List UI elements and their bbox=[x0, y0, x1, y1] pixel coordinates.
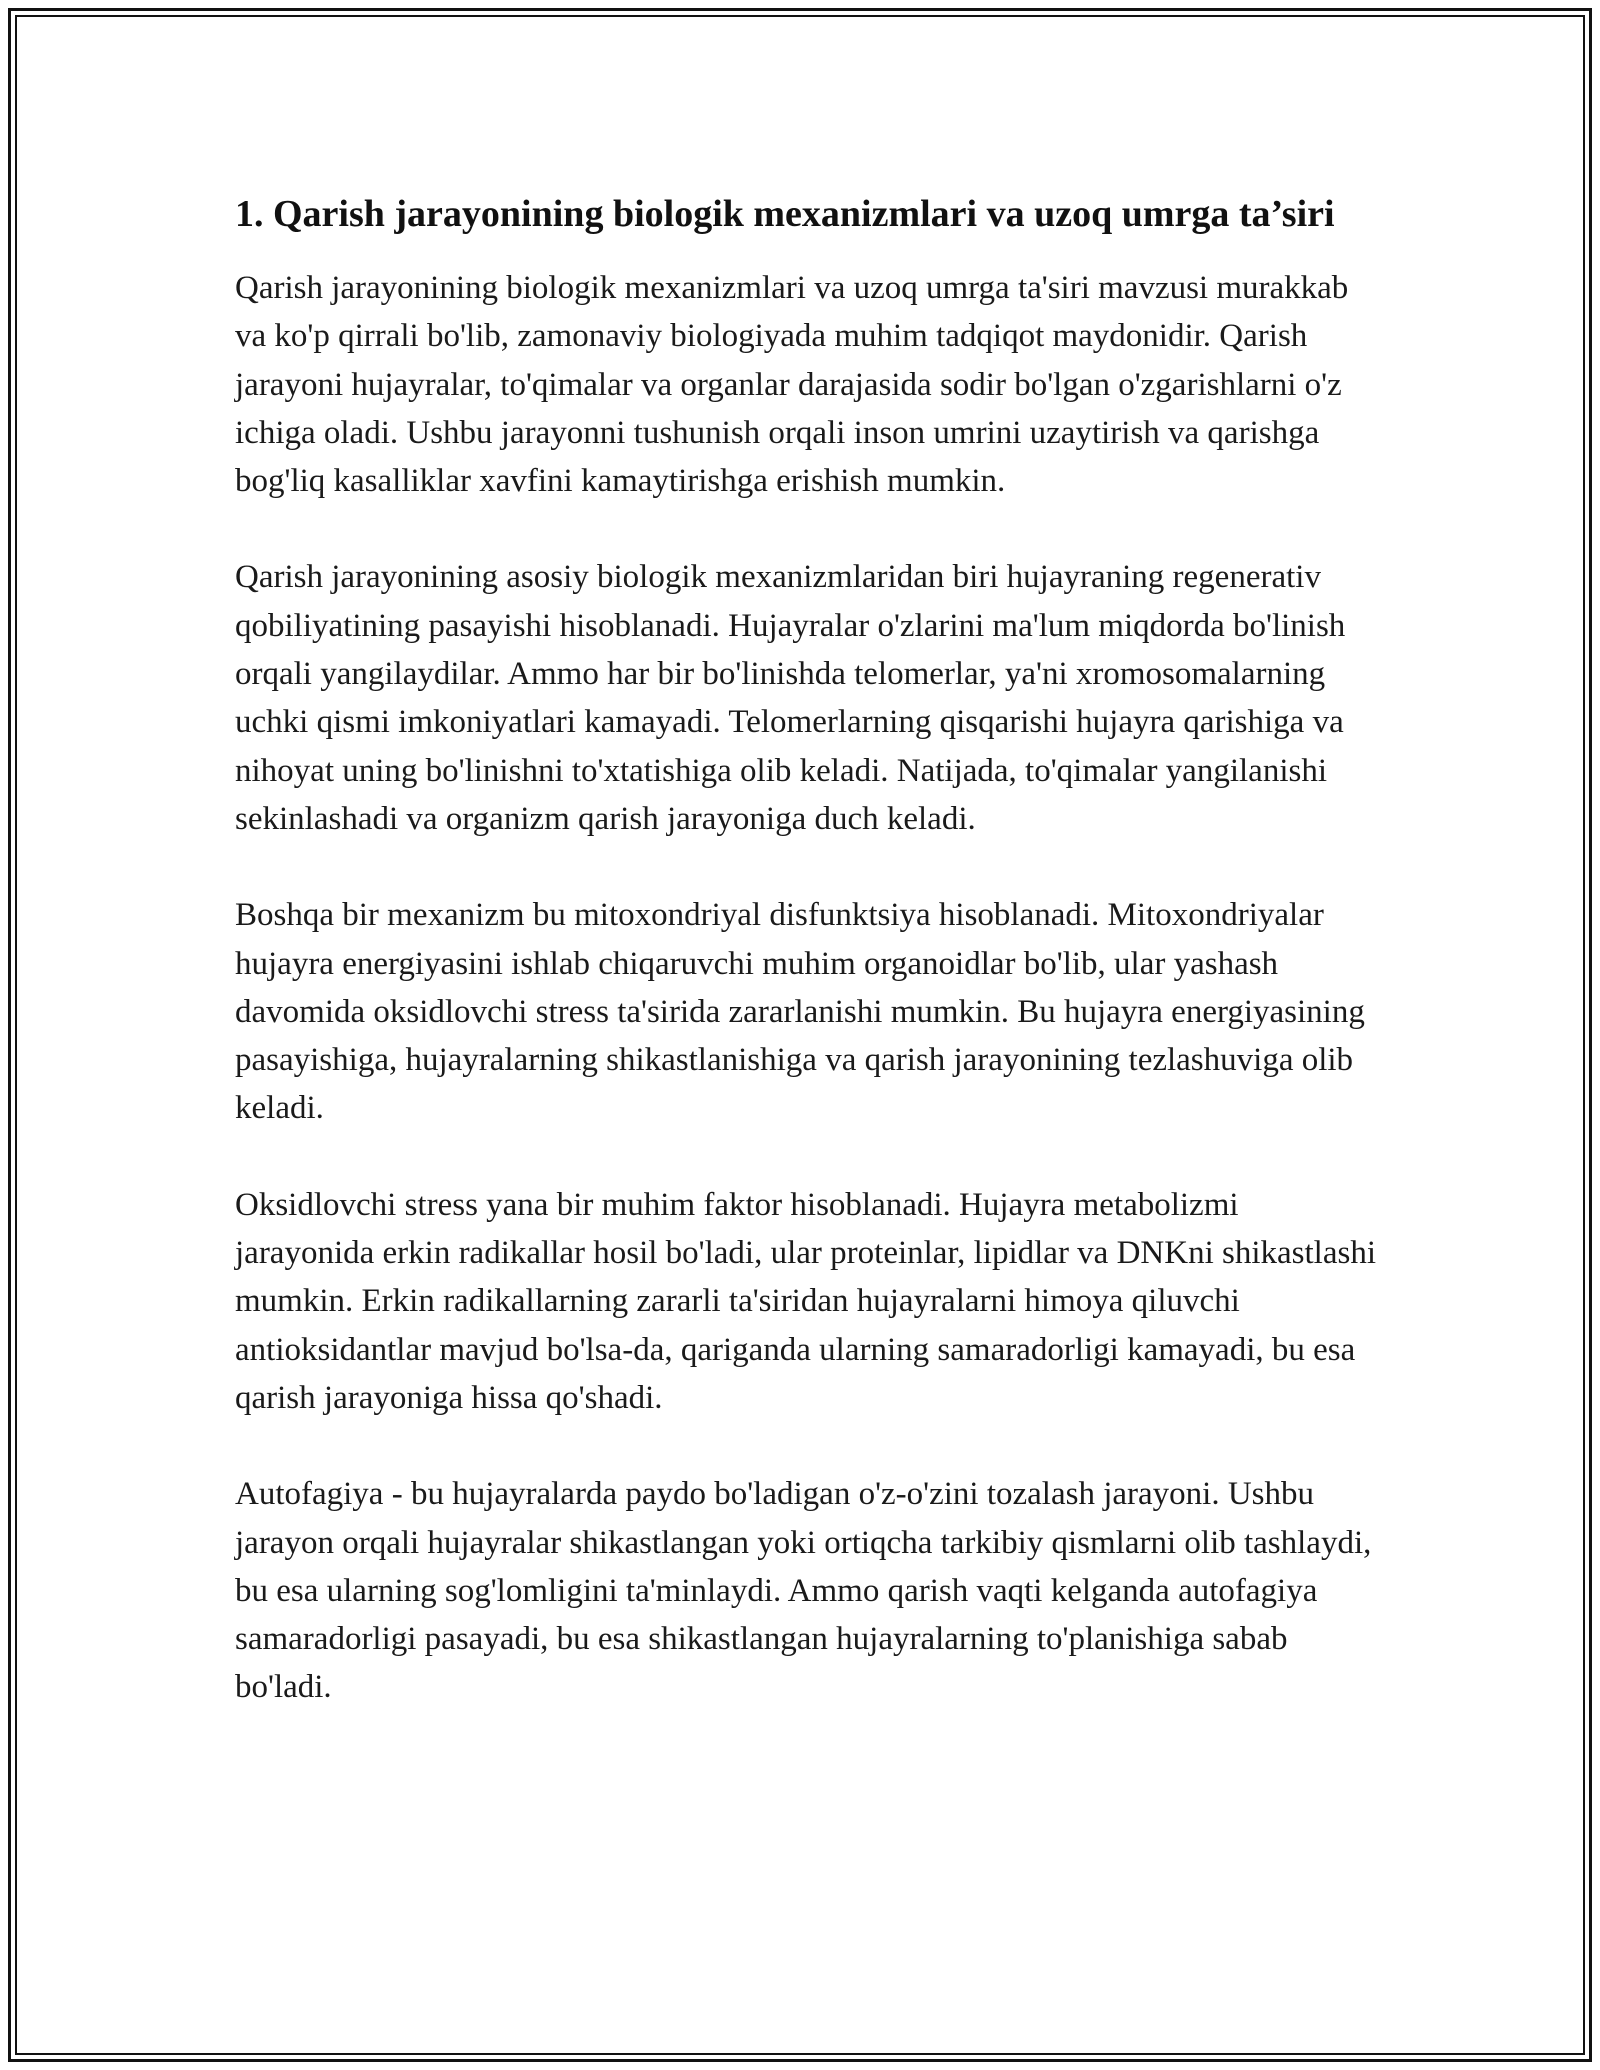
document-title: 1. Qarish jarayonining biologik mexanizmlari va uzoq umrga ta’siri bbox=[235, 193, 1335, 235]
document-body bbox=[235, 187, 1380, 1760]
paragraph-oxidative-stress: Oksidlovchi stress yana bir muhim faktor hisoblanadi. Hujayra metabolizmi jarayonida erkin radikallar hosil bo'ladi, ular proteinlar, lipidlar va DNKni shikastlashi mumkin. Erkin radikallarning zararli ta'siridan hujayralarni himoya qiluvchi antioksidantlar mavjud bo'lsa-da, qariganda ularning samaradorligi kamayadi, bu esa qarish jarayoniga hissa qo'shadi. bbox=[235, 1186, 1376, 1416]
paragraph-intro: Qarish jarayonining biologik mexanizmlari va uzoq umrga ta'siri mavzusi murakkab va ko'p qirrali bo'lib, zamonaviy biologiyada muhim tadqiqot maydonidir. Qarish jarayoni hujayralar, to'qimalar va organlar darajasida sodir bo'lgan o'zgarishlarni o'z ichiga oladi. Ushbu jarayonni tushunish orqali inson umrini uzaytirish va qarishga bog'liq kasalliklar xavfini kamaytirishga erishish mumkin. bbox=[235, 270, 1349, 500]
paragraph-autophagy: Autofagiya - bu hujayralarda paydo bo'ladigan o'z-o'zini tozalash jarayoni. Ushbu jarayon orqali hujayralar shikastlangan yoki ortiqcha tarkibiy qismlarni olib tashlaydi, bu esa ularning sog'lomligini ta'minlaydi. Ammo qarish vaqti kelganda autofagiya samaradorligi pasayadi, bu esa shikastlangan hujayralarning to'planishiga sabab bo'ladi. bbox=[235, 1476, 1372, 1706]
paragraph-telomeres: Qarish jarayonining asosiy biologik mexanizmlaridan biri hujayraning regenerativ qobiliyatining pasayishi hisoblanadi. Hujayralar o'zlarini ma'lum miqdorda bo'linish orqali yangilaydilar. Ammo har bir bo'linishda telomerlar, ya'ni xromosomalarning uchki qismi imkoniyatlari kamayadi. Telomerlarning qisqarishi hujayra qarishiga va nihoyat uning bo'linishni to'xtatishiga olib keladi. Natijada, to'qimalar yangilanishi sekinlashadi va organizm qarish jarayoniga duch keladi. bbox=[235, 559, 1346, 837]
paragraph-mitochondria: Boshqa bir mexanizm bu mitoxondriyal disfunktsiya hisoblanadi. Mitoxondriyalar hujayra energiyasini ishlab chiqaruvchi muhim organoidlar bo'lib, ular yashash davomida oksidlovchi stress ta'sirida zararlanishi mumkin. Bu hujayra energiyasining pasayishiga, hujayralarning shikastlanishiga va qarish jarayonining tezlashuviga olib keladi. bbox=[235, 897, 1365, 1127]
